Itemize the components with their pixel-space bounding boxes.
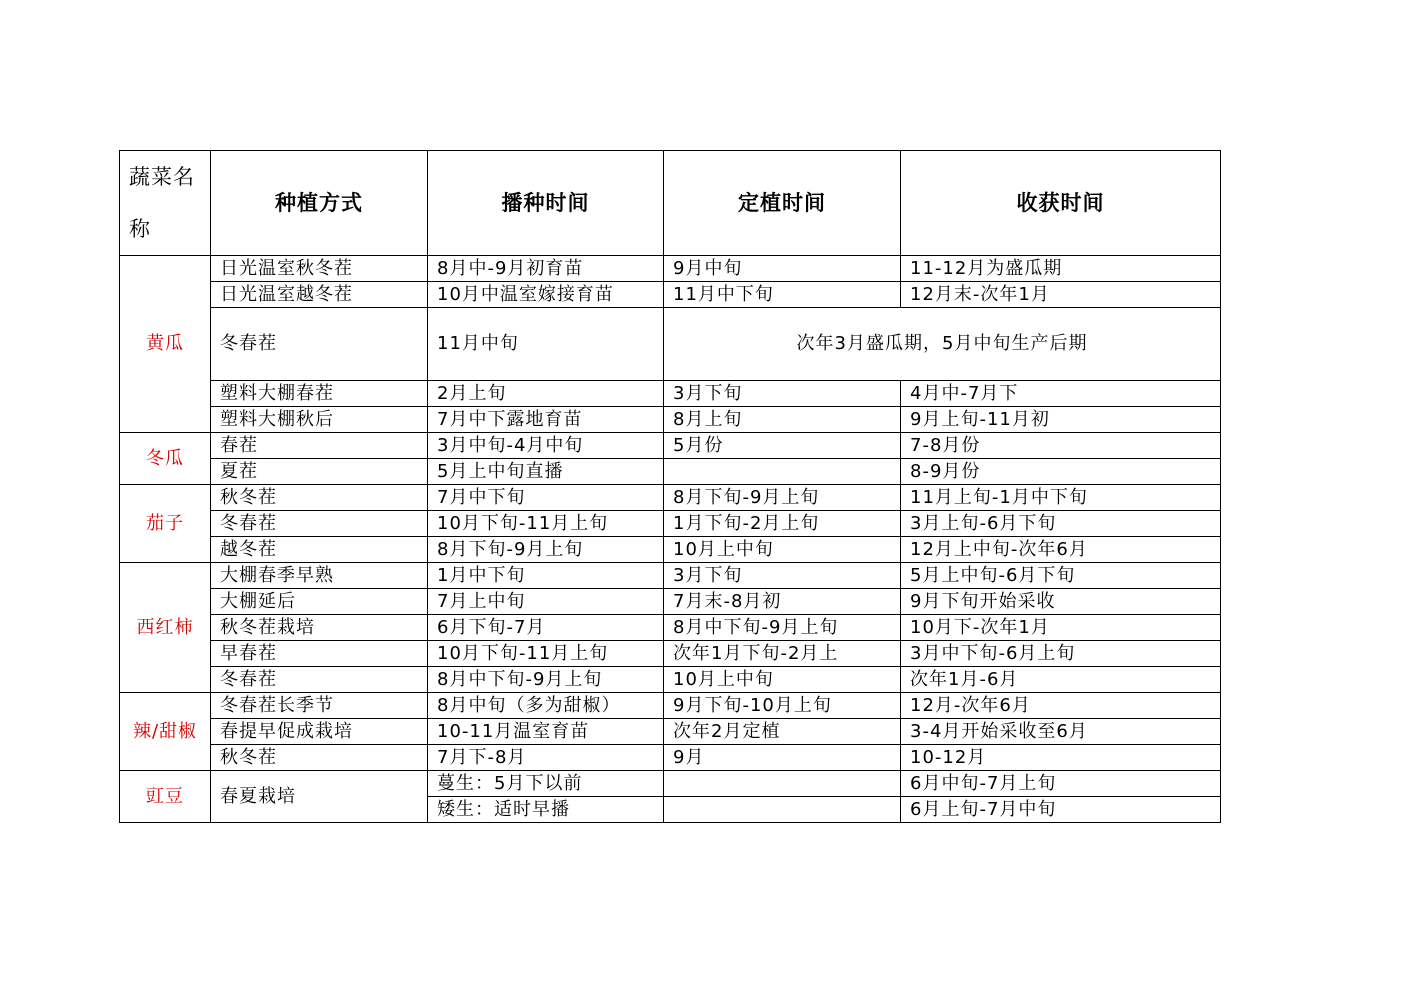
harvest-cell: 次年1月-6月 — [901, 667, 1221, 693]
sowing-cell: 7月中下旬 — [428, 485, 664, 511]
method-cell: 春夏栽培 — [211, 771, 428, 823]
method-cell: 秋冬茬栽培 — [211, 615, 428, 641]
planting-cell: 8月上旬 — [664, 407, 901, 433]
planting-cell: 10月上中旬 — [664, 667, 901, 693]
vegetable-winter-melon: 冬瓜 — [120, 433, 211, 485]
sowing-cell: 矮生：适时早播 — [428, 797, 664, 823]
method-cell: 大棚春季早熟 — [211, 563, 428, 589]
method-cell: 冬春茬 — [211, 667, 428, 693]
planting-cell: 1月下旬-2月上旬 — [664, 511, 901, 537]
header-transplanting-time: 定植时间 — [664, 151, 901, 256]
sowing-cell: 7月下-8月 — [428, 745, 664, 771]
sowing-cell: 8月下旬-9月上旬 — [428, 537, 664, 563]
planting-cell: 8月下旬-9月上旬 — [664, 485, 901, 511]
vegetable-eggplant: 茄子 — [120, 485, 211, 563]
harvest-cell: 12月-次年6月 — [901, 693, 1221, 719]
planting-cell: 5月份 — [664, 433, 901, 459]
vegetable-cucumber: 黄瓜 — [120, 256, 211, 433]
planting-cell — [664, 771, 901, 797]
table-row — [120, 693, 1221, 719]
harvest-cell: 12月末-次年1月 — [901, 282, 1221, 308]
sowing-cell: 5月上中旬直播 — [428, 459, 664, 485]
harvest-cell: 3-4月开始采收至6月 — [901, 719, 1221, 745]
table-row — [120, 563, 1221, 589]
planting-cell: 10月上中旬 — [664, 537, 901, 563]
planting-cell: 次年2月定植 — [664, 719, 901, 745]
planting-cell — [664, 797, 901, 823]
sowing-cell: 10月下旬-11月上旬 — [428, 511, 664, 537]
harvest-cell: 3月中下旬-6月上旬 — [901, 641, 1221, 667]
table-row — [120, 381, 1221, 407]
merged-harvest-note: 次年3月盛瓜期，5月中旬生产后期 — [664, 308, 1221, 381]
planting-cell: 7月末-8月初 — [664, 589, 901, 615]
method-cell: 春提早促成栽培 — [211, 719, 428, 745]
sowing-cell: 2月上旬 — [428, 381, 664, 407]
table-row — [120, 485, 1221, 511]
sowing-cell: 7月中下露地育苗 — [428, 407, 664, 433]
sowing-cell: 7月上中旬 — [428, 589, 664, 615]
method-cell: 夏茬 — [211, 459, 428, 485]
sowing-cell: 10月中温室嫁接育苗 — [428, 282, 664, 308]
harvest-cell: 6月中旬-7月上旬 — [901, 771, 1221, 797]
table-row — [120, 719, 1221, 745]
method-cell: 日光温室越冬茬 — [211, 282, 428, 308]
harvest-cell: 11-12月为盛瓜期 — [901, 256, 1221, 282]
planting-cell: 9月中旬 — [664, 256, 901, 282]
harvest-cell: 10月下-次年1月 — [901, 615, 1221, 641]
sowing-cell: 10月下旬-11月上旬 — [428, 641, 664, 667]
method-cell: 早春茬 — [211, 641, 428, 667]
table-row — [120, 537, 1221, 563]
sowing-cell: 8月中下旬-9月上旬 — [428, 667, 664, 693]
method-cell: 冬春茬 — [211, 308, 428, 381]
table-row — [120, 308, 1221, 381]
sowing-cell: 3月中旬-4月中旬 — [428, 433, 664, 459]
sowing-cell: 8月中旬（多为甜椒） — [428, 693, 664, 719]
table-row — [120, 256, 1221, 282]
vegetable-tomato: 西红柿 — [120, 563, 211, 693]
harvest-cell: 6月上旬-7月中旬 — [901, 797, 1221, 823]
header-sowing-time: 播种时间 — [428, 151, 664, 256]
planting-cell: 3月下旬 — [664, 381, 901, 407]
planting-cell: 9月 — [664, 745, 901, 771]
method-cell: 秋冬茬 — [211, 485, 428, 511]
method-cell: 塑料大棚秋后 — [211, 407, 428, 433]
vegetable-pepper: 辣/甜椒 — [120, 693, 211, 771]
harvest-cell: 9月上旬-11月初 — [901, 407, 1221, 433]
table-row — [120, 641, 1221, 667]
method-cell: 越冬茬 — [211, 537, 428, 563]
method-cell: 大棚延后 — [211, 589, 428, 615]
harvest-cell: 12月上中旬-次年6月 — [901, 537, 1221, 563]
method-cell: 塑料大棚春茬 — [211, 381, 428, 407]
table-row — [120, 433, 1221, 459]
table-row — [120, 589, 1221, 615]
header-row — [120, 151, 1221, 256]
harvest-cell: 10-12月 — [901, 745, 1221, 771]
sowing-cell: 10-11月温室育苗 — [428, 719, 664, 745]
table-row — [120, 407, 1221, 433]
sowing-cell: 11月中旬 — [428, 308, 664, 381]
table-row — [120, 282, 1221, 308]
sowing-cell: 蔓生：5月下以前 — [428, 771, 664, 797]
planting-cell: 8月中下旬-9月上旬 — [664, 615, 901, 641]
table-row — [120, 615, 1221, 641]
method-cell: 冬春茬 — [211, 511, 428, 537]
planting-schedule-table — [119, 150, 1221, 823]
method-cell: 秋冬茬 — [211, 745, 428, 771]
header-planting-method: 种植方式 — [211, 151, 428, 256]
harvest-cell: 8-9月份 — [901, 459, 1221, 485]
sowing-cell: 6月下旬-7月 — [428, 615, 664, 641]
planting-cell: 11月中下旬 — [664, 282, 901, 308]
method-cell: 春茬 — [211, 433, 428, 459]
planting-cell: 3月下旬 — [664, 563, 901, 589]
table-row — [120, 459, 1221, 485]
harvest-cell: 9月下旬开始采收 — [901, 589, 1221, 615]
table-row — [120, 745, 1221, 771]
method-cell: 冬春茬长季节 — [211, 693, 428, 719]
sowing-cell: 1月中下旬 — [428, 563, 664, 589]
header-harvest-time: 收获时间 — [901, 151, 1221, 256]
planting-cell: 9月下旬-10月上旬 — [664, 693, 901, 719]
planting-cell — [664, 459, 901, 485]
harvest-cell: 4月中-7月下 — [901, 381, 1221, 407]
table-row — [120, 667, 1221, 693]
table-row — [120, 511, 1221, 537]
harvest-cell: 7-8月份 — [901, 433, 1221, 459]
planting-cell: 次年1月下旬-2月上 — [664, 641, 901, 667]
method-cell: 日光温室秋冬茬 — [211, 256, 428, 282]
sowing-cell: 8月中-9月初育苗 — [428, 256, 664, 282]
harvest-cell: 11月上旬-1月中下旬 — [901, 485, 1221, 511]
harvest-cell: 3月上旬-6月下旬 — [901, 511, 1221, 537]
vegetable-cowpea: 豇豆 — [120, 771, 211, 823]
header-vegetable-name: 蔬菜名称 — [120, 151, 211, 256]
harvest-cell: 5月上中旬-6月下旬 — [901, 563, 1221, 589]
table-row — [120, 771, 1221, 797]
